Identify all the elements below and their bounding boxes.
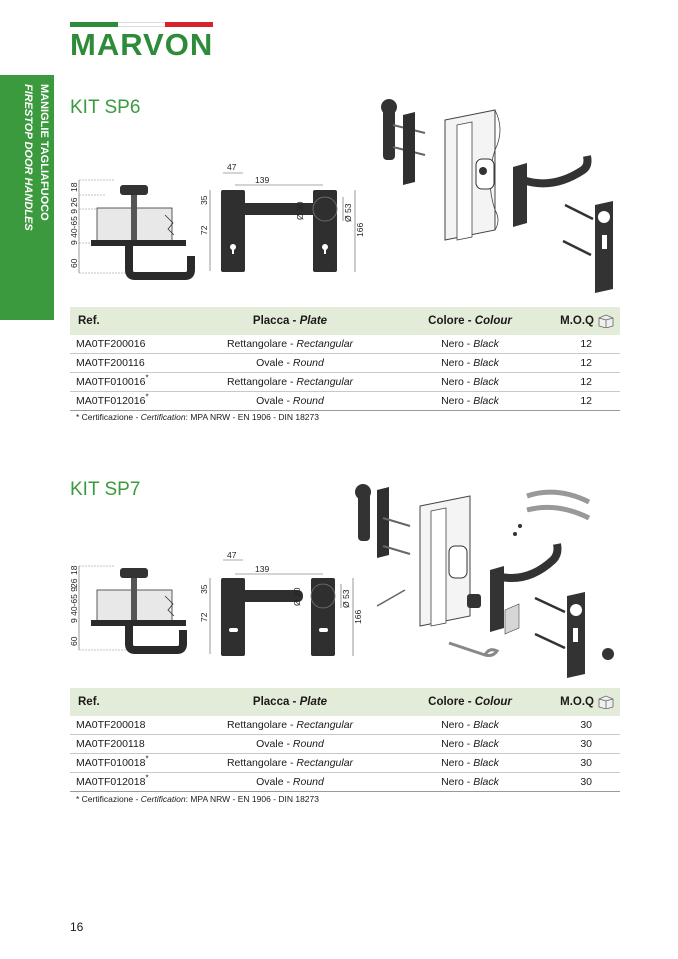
side-tab-line2: FIRESTOP DOOR HANDLES: [22, 84, 34, 231]
side-tab-line1: MANIGLIE TAGLIAFUOCO: [38, 84, 50, 221]
dim-label: 35: [199, 584, 209, 594]
table-header: [70, 688, 620, 716]
kit-sp6-table: [70, 307, 620, 411]
col-ref: Ref.: [78, 696, 100, 708]
side-section-drawing: [79, 180, 191, 276]
col-colour: Colore - Colour: [428, 696, 512, 708]
kit-title-sp6: KIT SP6: [70, 97, 141, 118]
dim-label: Ø 53: [341, 589, 351, 608]
col-plate: Placca - Plate: [252, 696, 328, 708]
kit-sp6-drawings: [65, 95, 625, 300]
exploded-assembly-drawing: [355, 484, 614, 678]
table-row: MA0TF200018 Rettangolare - Rectangular Nero - Black 30: [70, 716, 620, 735]
dim-label: 72: [199, 225, 209, 235]
kit-sp7-drawings: [65, 478, 625, 683]
table-row: MA0TF012016* Ovale - Round Nero - Black 12: [70, 392, 620, 411]
dim-label: 166: [353, 609, 363, 624]
table-row: MA0TF010016* Rettangolare - Rectangular Nero - Black 12: [70, 373, 620, 392]
dim-label: 9 40-65 9: [69, 209, 79, 245]
page-number: 16: [70, 920, 84, 934]
table-row: MA0TF200116 Ovale - Round Nero - Black 12: [70, 354, 620, 373]
table-row: MA0TF200118 Ovale - Round Nero - Black 30: [70, 735, 620, 754]
brand-logo: MARVON: [70, 27, 214, 62]
dim-label: 9 40-65 9: [69, 587, 79, 623]
dim-label: 166: [355, 222, 365, 237]
table-row: MA0TF012018* Ovale - Round Nero - Black 30: [70, 773, 620, 792]
table-header: [70, 307, 620, 335]
box-icon: [598, 314, 614, 328]
table-row: MA0TF010018* Rettangolare - Rectangular Nero - Black 30: [70, 754, 620, 773]
dim-label: 47: [227, 550, 237, 560]
table-row: MA0TF200016 Rettangolare - Rectangular Nero - Black 12: [70, 335, 620, 354]
dim-label: Ø 53: [343, 203, 353, 222]
dim-label: 60: [69, 258, 79, 268]
kit-sp7-table: [70, 688, 620, 792]
certification-note: * Certificazione - Certification: MPA NRW - EN 1906 - DIN 18273: [76, 412, 319, 422]
col-colour: Colore - Colour: [428, 315, 512, 327]
dim-label: 18: [69, 565, 79, 575]
dim-label: 18: [69, 182, 79, 192]
kit-title-sp7: KIT SP7: [70, 479, 141, 500]
col-plate: Placca - Plate: [252, 315, 328, 327]
round-plate-drawing: [313, 190, 355, 272]
rectangular-plate-drawing: [210, 560, 323, 656]
col-ref: Ref.: [78, 315, 100, 327]
dim-label: 26: [69, 578, 79, 588]
rectangular-plate-drawing: [210, 173, 323, 272]
dim-label: 139: [255, 564, 270, 574]
dim-label: 35: [199, 195, 209, 205]
col-moq: M.O.Q: [540, 314, 620, 328]
exploded-assembly-drawing: [381, 99, 613, 293]
certification-note: * Certificazione - Certification: MPA NRW - EN 1906 - DIN 18273: [76, 794, 319, 804]
col-moq: M.O.Q: [540, 695, 620, 709]
box-icon: [598, 695, 614, 709]
side-tab-text: [6, 84, 52, 314]
dim-label: 47: [227, 162, 237, 172]
dim-label: 139: [255, 175, 270, 185]
dim-label: Ø 20: [295, 201, 305, 220]
side-section-drawing: [79, 566, 186, 650]
dim-label: Ø 20: [292, 587, 302, 606]
dim-label: 72: [199, 612, 209, 622]
dim-label: 60: [69, 636, 79, 646]
dim-label: 26: [69, 197, 79, 207]
